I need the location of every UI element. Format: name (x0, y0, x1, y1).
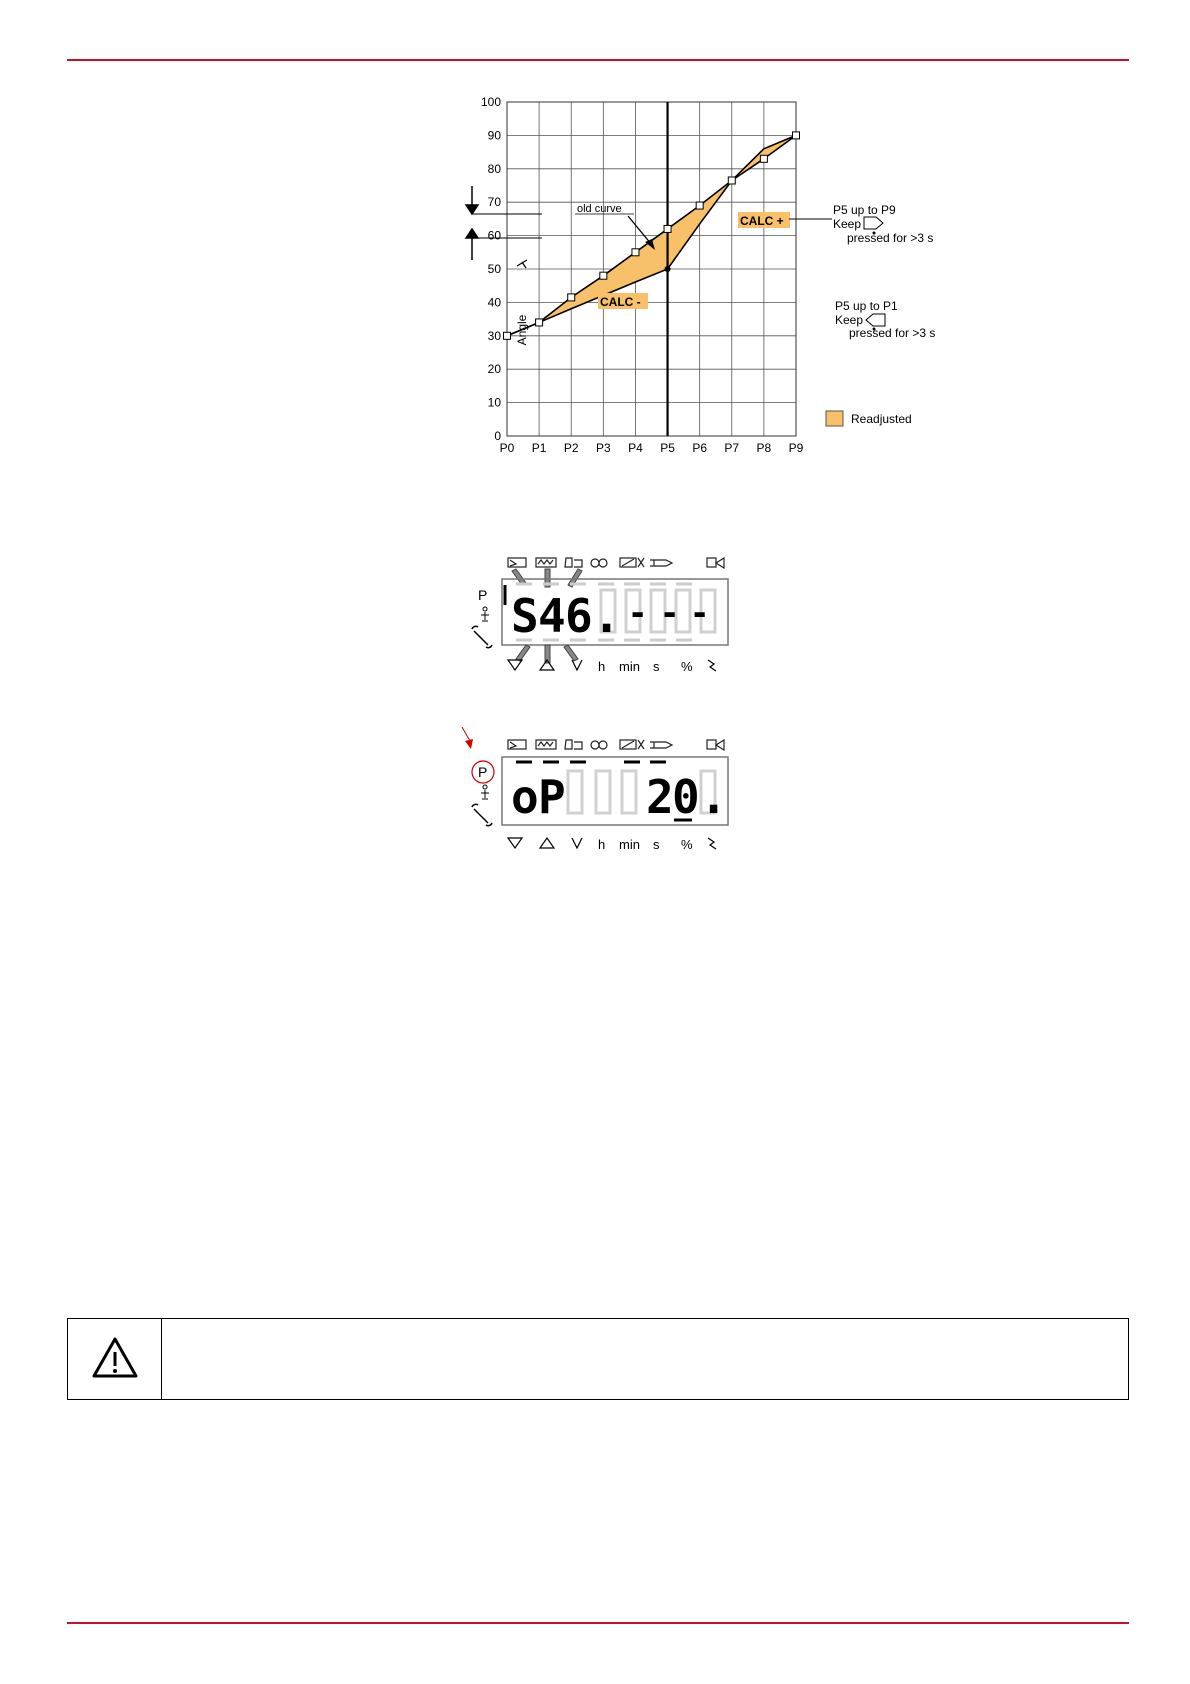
point-P6 (696, 202, 703, 209)
x-tick-P4: P4 (628, 441, 643, 455)
y-tick-70: 70 (487, 195, 501, 210)
y-tick-30: 30 (487, 328, 501, 343)
angle-small-icon (708, 660, 716, 671)
angle-icon (517, 260, 527, 268)
warning-box (67, 1318, 1129, 1400)
wrench-icon (472, 626, 492, 647)
point-P1 (536, 319, 543, 326)
y-axis-label: Angle (515, 314, 529, 346)
d1-digit-2: 4 (538, 589, 566, 643)
y-tick-20: 20 (487, 362, 501, 377)
plus-line-2: Keep (833, 217, 862, 231)
person-icon-2 (481, 785, 489, 799)
point-P8 (760, 155, 767, 162)
old-curve-pointer (628, 216, 655, 250)
bottom-arrow-icons-2 (508, 838, 582, 848)
point-P2 (568, 294, 575, 301)
old-curve-label: old curve (577, 203, 622, 215)
d1-label-pct: % (681, 659, 693, 674)
minus-line-3: pressed for >3 s (849, 326, 936, 340)
plus-line-3: pressed for >3 s (847, 231, 934, 245)
d1-label-min: min (619, 659, 640, 674)
calc-plus-label: CALC + (740, 214, 784, 228)
y-tick-100: 100 (480, 95, 501, 109)
y-tick-80: 80 (487, 161, 501, 176)
wrench-icon-2 (472, 804, 492, 825)
x-tick-P0: P0 (499, 441, 515, 455)
x-tick-P9: P9 (788, 441, 804, 455)
d2-digit-1: o (511, 770, 539, 824)
minus-line-2: Keep (835, 313, 864, 327)
d1-left-label: P (478, 587, 488, 603)
warning-triangle-icon (68, 1319, 162, 1399)
d1-dash-1: - (631, 590, 645, 634)
x-tick-P1: P1 (531, 441, 547, 455)
angle-small-icon-2 (708, 838, 716, 849)
y-tick-50: 50 (487, 262, 501, 276)
d1-label-s: s (653, 659, 660, 674)
lcd-display-operation (456, 727, 736, 857)
warning-icon-cell (68, 1319, 162, 1399)
top-rule (67, 59, 1129, 61)
point-P7 (728, 177, 735, 184)
y-tick-40: 40 (487, 295, 501, 310)
x-tick-P6: P6 (692, 441, 708, 455)
d1-digit-1: S (511, 589, 539, 643)
d1-digit-3: 6. (565, 589, 621, 643)
red-pointer-arrow (462, 727, 473, 749)
d2-value-1: 2 (646, 770, 674, 824)
point-P3 (600, 272, 607, 279)
bottom-rule (67, 1622, 1129, 1624)
y-tick-10: 10 (487, 395, 501, 410)
d2-value-2: 0. (672, 770, 728, 824)
x-tick-P3: P3 (595, 441, 611, 455)
minus-line-1: P5 up to P1 (835, 299, 898, 313)
d2-digit-2: P (538, 770, 566, 824)
plus-line-1: P5 up to P9 (833, 203, 896, 217)
d2-label-pct: % (681, 837, 693, 852)
point-P5 (664, 225, 671, 232)
d2-left-label: P (478, 764, 488, 780)
d1-label-h: h (598, 659, 606, 674)
x-tick-P8: P8 (756, 441, 772, 455)
d2-label-h: h (598, 837, 606, 852)
y-tick-0: 0 (494, 429, 501, 443)
y-tick-90: 90 (487, 128, 501, 143)
lcd-display-parameter (456, 555, 736, 675)
x-tick-P5: P5 (660, 441, 675, 455)
d2-label-s: s (653, 837, 660, 852)
point-P9 (793, 132, 800, 139)
dimension-arrows (466, 186, 542, 260)
legend-swatch (826, 411, 843, 426)
top-icons (508, 558, 724, 568)
person-icon (481, 607, 489, 621)
d1-dash-3: - (693, 590, 707, 634)
d2-label-min: min (619, 837, 640, 852)
d1-dash-2: - (663, 590, 677, 634)
point-P4 (632, 249, 639, 256)
calc-minus-label: CALC - (600, 295, 641, 309)
y-tick-60: 60 (487, 228, 501, 243)
top-icons-2 (508, 740, 724, 750)
p5-old-point (665, 266, 671, 272)
angle-curve-chart (440, 90, 1080, 520)
x-tick-P7: P7 (724, 441, 740, 455)
legend-label: Readjusted (851, 412, 912, 426)
x-tick-P2: P2 (563, 441, 579, 455)
point-P0 (504, 332, 511, 339)
